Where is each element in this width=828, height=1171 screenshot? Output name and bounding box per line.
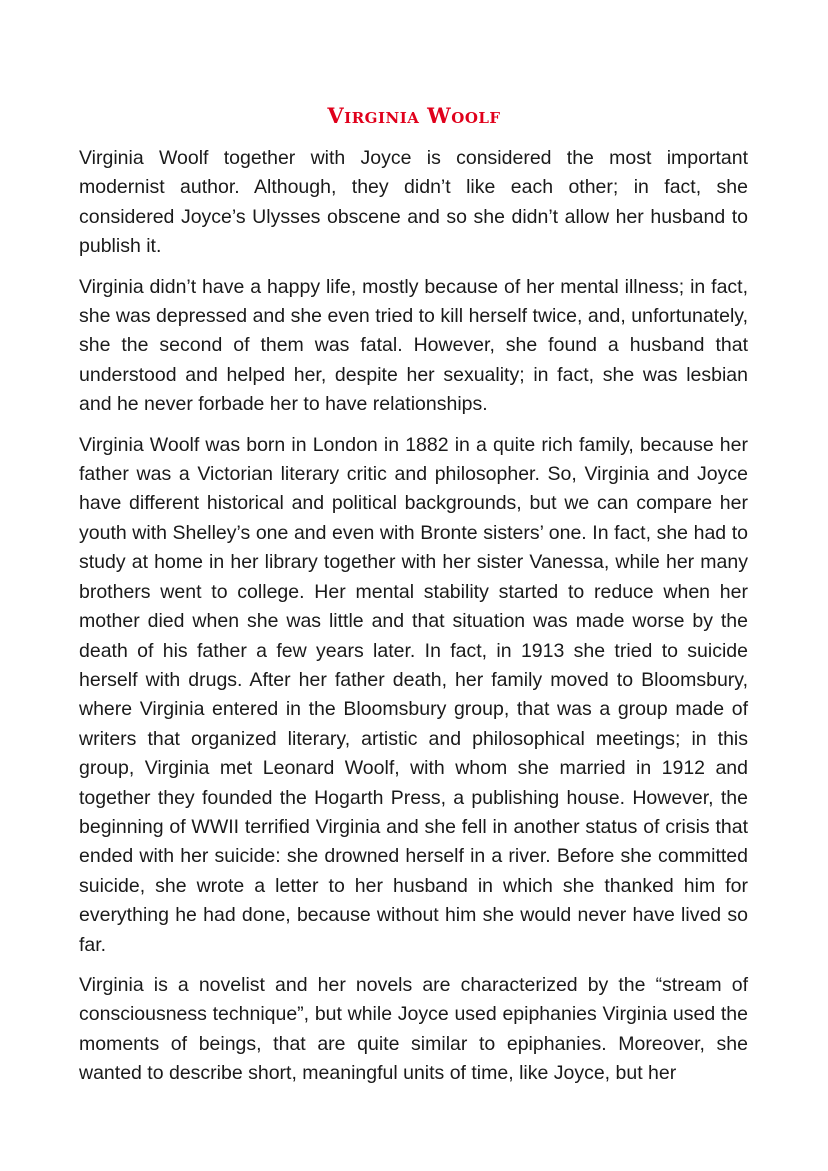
paragraph-style: Virginia is a novelist and her novels are characterized by the “stream of consciousness technique”, but while Joyce used epiphanies Virginia used the moments of beings, that are quite similar to epiphanies. Moreover, she wanted to describe short, meaningful units of time, like Joyce, but her [79, 973, 748, 1085]
paragraph-biography: Virginia Woolf was born in London in 1882 in a quite rich family, because her father was a Victorian literary critic and philosopher. So, Virginia and Joyce have different historical and political backgrounds, but we can compare her youth with Shelley’s one and even with Bronte sisters’ one. In fact, she had to study at home in her library together with her sister Vanessa, while her many brothers went to college. Her mental stability started to reduce when her mother died when she was little and that situation was made worse by the death of his father a few years later. In fact, in 1913 she tried to suicide herself with drugs. After her father death, her family moved to Bloomsbury, where Virginia entered in the Bloomsbury group, that was a group made of writers that organized literary, artistic and philosophical meetings; in this group, Virginia met Leonard Woolf, with whom she married in 1912 and together they founded the Hogarth Press, a publishing house. However, the beginning of WWII terrified Virginia and she fell in another status of crisis that ended with her suicide: she drowned herself in a river. Before she committed suicide, she wrote a letter to her husband in which she thanked him for everything he had done, because without him she would never have lived so far. [79, 433, 748, 956]
paragraph-intro: Virginia Woolf together with Joyce is considered the most important modernist author. Although, they didn’t like each other; in fact, she considered Joyce’s Ulysses obscene and so she didn’t allow her husband to publish it. [79, 147, 748, 258]
document-body [79, 144, 748, 1100]
paragraph-life: Virginia didn’t have a happy life, mostly because of her mental illness; in fact, she was depressed and she even tried to kill herself twice, and, unfortunately, she the second of them was fatal. However, she found a husband that understood and helped her, despite her sexuality; in fact, she was lesbian and he never forbade her to have relationships. [79, 275, 748, 416]
document-title: Virginia Woolf [327, 103, 501, 128]
